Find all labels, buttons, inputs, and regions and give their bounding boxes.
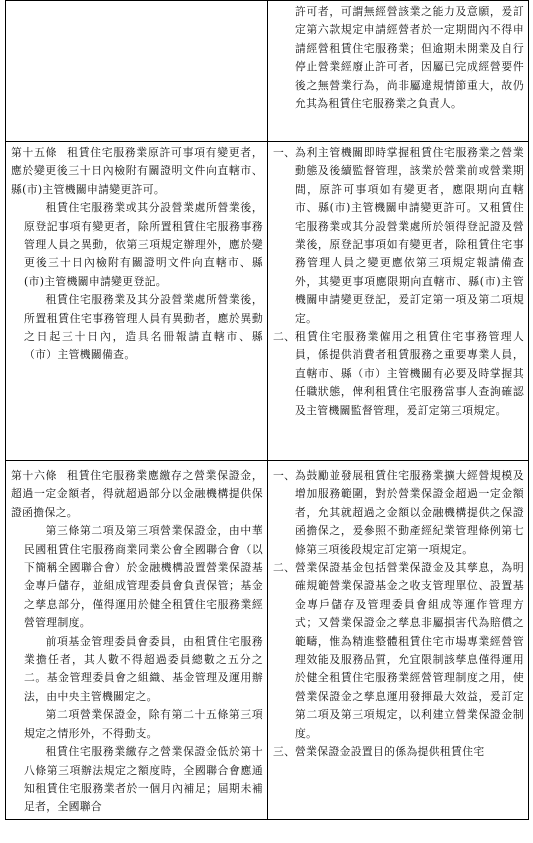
article-paragraph: 租賃住宅服務業繳存之營業保證金低於第十八條第三項辦法規定之額度時，全國聯合會應通知租賃住宅服務業者於一個月內補足；屆期未補足者，全國聯合	[24, 745, 263, 814]
explanation-cell	[268, 461, 529, 820]
item-number: 二、	[273, 330, 296, 344]
table-row	[6, 142, 529, 461]
article-paragraph: 租賃住宅服務業或其分設營業處所營業後，原登記事項有變更者，除所置租賃住宅服務事務管理人員之異動，依第三項規定辦理外，應於變更後三十日內檢附有關證明文件向直轄市、縣(市)主管機關申請變更登記。	[24, 201, 263, 288]
item-text: 為鼓勵並發展租賃住宅服務業擴大經營規模及增加服務範圍，對於營業保證金超過一定金額者，允其就超過之金額以金融機構提供之保證函擔保之，爰參照不動產經紀業管理條例第七條第三項後段規定訂定第一項規定。	[295, 469, 524, 556]
explanation-continuation: 許可者，可謂無經營該業之能力及意願，爰訂定第六款規定申請經營者於一定期間內不得申請經營租賃住宅服務業；但逾期未開業及自行停止營業經廢止許可者，因屬已完成經營要件後之無營業行為，尚非屬違規情節重大，故仍允其為租賃住宅服務業之負責人。	[295, 5, 524, 111]
article-number: 第十六條	[11, 469, 58, 482]
item-text: 營業保證金設置目的係為提供租賃住宅	[295, 745, 485, 759]
article-paragraph: 租賃住宅服務業及其分設營業處所營業後，所置租賃住宅事務管理人員有異動者，應於異動之日起三十日內，造具名冊報請直轄市、縣（市）主管機關備查。	[24, 293, 263, 362]
explanation-item	[273, 328, 524, 420]
article-text-cell	[6, 142, 268, 461]
article-paragraph: 第三條第二項及第三項營業保證金，由中華民國租賃住宅服務商業同業公會全國聯合會（以下簡稱全國聯合會）於金融機構設置營業保證基金專戶儲存，並組成管理委員會負責保管；基金之孳息部分，僅得運用於健全租賃住宅服務業經營管理制度。	[24, 524, 263, 630]
explanation-cell	[268, 1, 529, 142]
item-text: 租賃住宅服務業僱用之租賃住宅事務管理人員，係提供消費者租賃服務之重要專業人員，直轄市、縣（市）主管機關有必要及時掌握其任職狀態，俾利租賃住宅服務當事人查詢確認及主管機關監督管理，爰訂定第三項規定。	[295, 330, 524, 417]
item-text: 營業保證基金包括營業保證金及其孳息，為明確規範營業保證基金之收支管理單位、設置基金專戶儲存及管理委員會組成等運作管理方式；又營業保證金之孳息非屬損害代為賠償之範疇，惟為精進整體租賃住宅市場專業經營管理效能及服務品質，允宜限制該孳息僅得運用於健全租賃住宅服務業經營管理制度之用，使營業保證金之孳息運用發揮最大效益，爰訂定第二項及第三項規定，以利建立營業保證金制度。	[295, 561, 524, 740]
article-first-paragraph: 第十五條 租賃住宅服務業原許可事項有變更者，應於變更後三十日內檢附有關證明文件向直轄市、縣(市)主管機關申請變更許可。	[11, 146, 263, 196]
item-number: 三、	[273, 745, 296, 759]
table-row	[6, 461, 529, 820]
article-number: 第十五條	[11, 146, 58, 159]
statute-comparison-table	[5, 0, 529, 820]
article-paragraph: 第二項營業保證金，除有第二十五條第三項規定之情形外，不得動支。	[24, 708, 263, 740]
explanation-item	[273, 559, 524, 743]
explanation-item	[273, 743, 524, 761]
item-number: 一、	[273, 469, 296, 482]
explanation-item	[273, 144, 524, 328]
explanation-cell	[268, 142, 529, 461]
item-text: 為利主管機關即時掌握租賃住宅服務業之營業動態及後續監督管理，該業於營業前或營業期間，原許可事項如有變更者，應限期向直轄市、縣(市)主管機關申請變更許可。又租賃住宅服務業或其分設營業處所於領得登記證及營業後，原登記事項如有變更者，除租賃住宅事務管理人員之變更應依第三項規定報請備查外，其變更事項應限期向直轄市、縣(市)主管機關申請變更登記，爰訂定第一項及第二項規定。	[295, 146, 524, 325]
article-text-cell	[6, 461, 268, 820]
article-paragraph: 前項基金管理委員會委員，由租賃住宅服務業擔任者，其人數不得超過委員總數之五分之二。基金管理委員會之組織、基金管理及運用辦法，由中央主管機關定之。	[24, 634, 263, 703]
item-number: 一、	[273, 146, 296, 159]
article-first-paragraph: 第十六條 租賃住宅服務業應繳存之營業保證金，超過一定金額者，得就超過部分以金融機構提供保證函擔保之。	[11, 469, 263, 519]
item-number: 二、	[273, 561, 296, 575]
explanation-item	[273, 467, 524, 559]
article-text-cell	[6, 1, 268, 142]
table-row	[6, 1, 529, 142]
